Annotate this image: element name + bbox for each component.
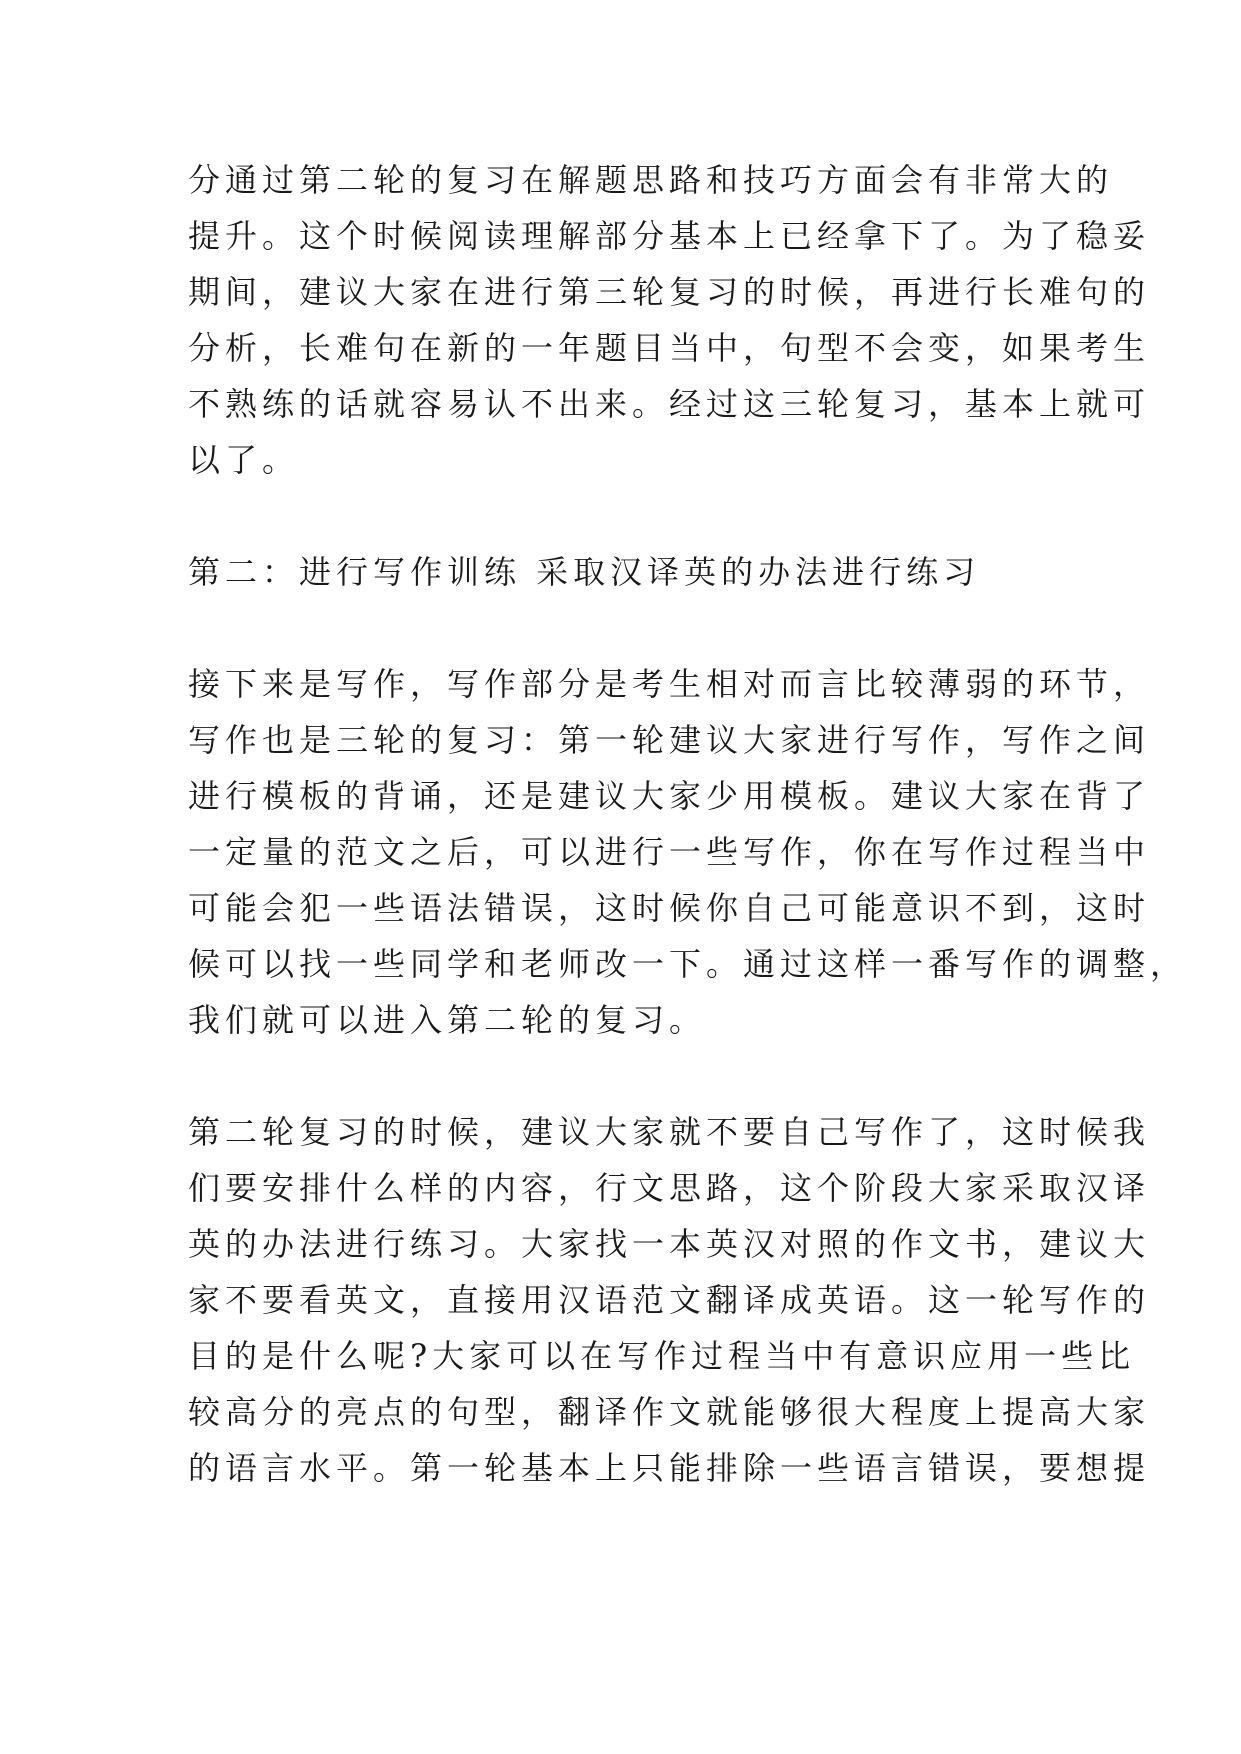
- heading-text: 第二：进行写作训练 采取汉译英的办法进行练习: [188, 553, 981, 591]
- text-line: 们要安排什么样的内容，行文思路，这个阶段大家采取汉译: [188, 1169, 1151, 1207]
- text-line: 的语言水平。第一轮基本上只能排除一些语言错误，要想提: [188, 1449, 1151, 1487]
- text-line: 不熟练的话就容易认不出来。经过这三轮复习，基本上就可: [188, 385, 1151, 423]
- text-line: 英的办法进行练习。大家找一本英汉对照的作文书，建议大: [188, 1225, 1151, 1263]
- text-line: 目的是什么呢?大家可以在写作过程当中有意识应用一些比: [188, 1337, 1136, 1375]
- text-line: 第二轮复习的时候，建议大家就不要自己写作了，这时候我: [188, 1113, 1151, 1151]
- text-line: 家不要看英文，直接用汉语范文翻译成英语。这一轮写作的: [188, 1281, 1151, 1319]
- text-line: 写作也是三轮的复习：第一轮建议大家进行写作，写作之间: [188, 721, 1151, 759]
- section-heading: [188, 544, 1068, 600]
- paragraph-reading-review: [188, 152, 1151, 488]
- text-line: 期间，建议大家在进行第三轮复习的时候，再进行长难句的: [188, 273, 1151, 311]
- text-line: 接下来是写作，写作部分是考生相对而言比较薄弱的环节，: [188, 665, 1151, 703]
- text-line: 较高分的亮点的句型，翻译作文就能够很大程度上提高大家: [188, 1393, 1151, 1431]
- paragraph-writing-second-round: [188, 1104, 1151, 1496]
- text-line: 分析，长难句在新的一年题目当中，句型不会变，如果考生: [188, 329, 1151, 367]
- paragraph-writing-first-round: [188, 656, 1188, 1048]
- text-line: 分通过第二轮的复习在解题思路和技巧方面会有非常大的: [188, 161, 1114, 199]
- text-line: 以了。: [188, 441, 300, 479]
- text-line: 候可以找一些同学和老师改一下。通过这样一番写作的调整，: [188, 945, 1188, 983]
- text-line: 提升。这个时候阅读理解部分基本上已经拿下了。为了稳妥: [188, 217, 1151, 255]
- text-line: 可能会犯一些语法错误，这时候你自己可能意识不到，这时: [188, 889, 1151, 927]
- text-line: 进行模板的背诵，还是建议大家少用模板。建议大家在背了: [188, 777, 1151, 815]
- document-body: [188, 152, 1188, 1496]
- text-line: 一定量的范文之后，可以进行一些写作，你在写作过程当中: [188, 833, 1151, 871]
- text-line: 我们就可以进入第二轮的复习。: [188, 1001, 707, 1039]
